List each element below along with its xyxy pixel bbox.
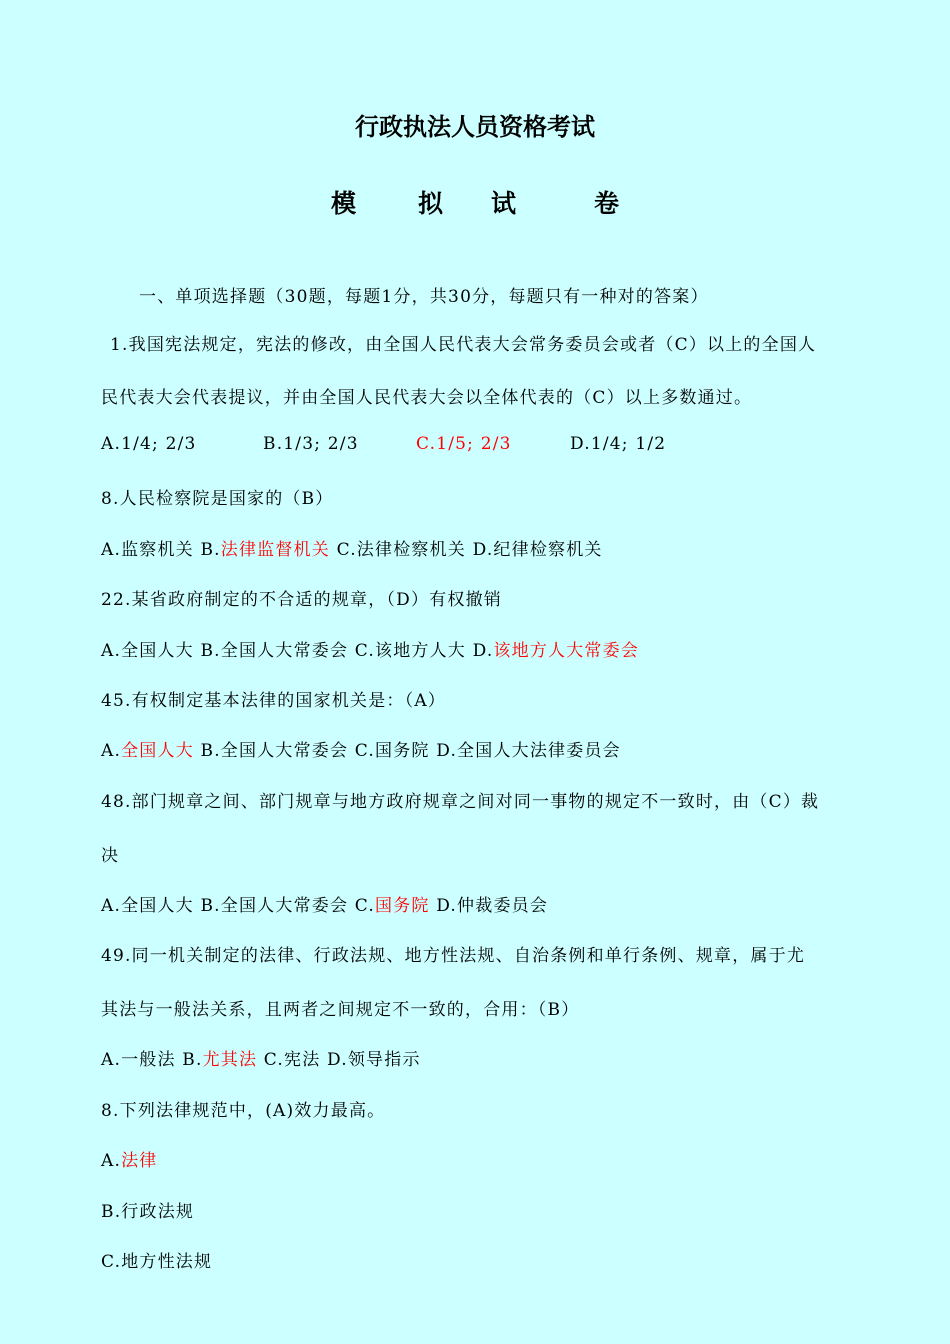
- q8-answer: 法律监督机关: [220, 540, 330, 560]
- q45-option-prefix: A.: [101, 741, 122, 761]
- q49-options-rest: C.宪法 D.领导指示: [257, 1050, 421, 1070]
- q8-option-b-prefix: B.: [200, 540, 221, 560]
- q8b-option-a-prefix: A.: [101, 1151, 122, 1171]
- subtitle-char-3: 试: [491, 189, 517, 218]
- subtitle-char-2: 拟: [417, 189, 443, 218]
- q48-answer: 国务院: [375, 896, 430, 916]
- q49-stem-line1: 49.同一机关制定的法律、行政法规、地方性法规、自治条例和单行条例、规章，属于尤: [101, 946, 806, 966]
- q48-stem-line1: 48.部门规章之间、部门规章与地方政府规章之间对同一事物的规定不一致时，由（C）裁: [101, 792, 820, 812]
- q8b-stem: 8.下列法律规范中，(A)效力最高。: [101, 1101, 386, 1121]
- q8b-option-c: C.地方性法规: [101, 1252, 213, 1272]
- q45-answer: 全国人大: [121, 741, 194, 761]
- q48-options-rest: D.仲裁委员会: [429, 896, 549, 916]
- q45-options: [101, 736, 621, 761]
- q8-option-a: A.监察机关: [101, 540, 201, 560]
- q45-stem: 45.有权制定基本法律的国家机关是：（A）: [101, 691, 447, 711]
- q49-stem-line2: 其法与一般法关系，且两者之间规定不一致的，合用：（B）: [101, 1000, 580, 1020]
- q1-options: [101, 434, 666, 454]
- q48-options: [101, 891, 548, 916]
- q1-option-a: A.1/4; 2/3: [101, 434, 197, 454]
- q1-stem-line2: 民代表大会代表提议，并由全国人民代表大会以全体代表的（C）以上多数通过。: [101, 388, 753, 408]
- q8-options: [101, 535, 603, 560]
- q1-option-b: B.1/3; 2/3: [263, 434, 359, 454]
- q49-options: [101, 1045, 421, 1070]
- q8b-answer: 法律: [121, 1151, 158, 1171]
- q1-stem-line1: 1.我国宪法规定，宪法的修改，由全国人民代表大会常务委员会或者（C）以上的全国人: [110, 335, 817, 355]
- q48-options-before: A.全国人大 B.全国人大常委会 C.: [101, 896, 375, 916]
- q49-options-before: A.一般法 B.: [101, 1050, 203, 1070]
- q8-stem: 8.人民检察院是国家的（B）: [101, 489, 334, 509]
- q22-stem: 22.某省政府制定的不合适的规章，（D）有权撤销: [101, 590, 502, 610]
- subtitle-char-4: 卷: [594, 189, 620, 218]
- q48-stem-line2: 决: [101, 846, 120, 866]
- q1-option-c-answer: C.1/5; 2/3: [416, 434, 512, 454]
- q22-options: [101, 636, 639, 661]
- q22-options-before: A.全国人大 B.全国人大常委会 C.该地方人大 D.: [101, 641, 494, 661]
- q8b-option-b: B.行政法规: [101, 1202, 195, 1222]
- q45-options-rest: B.全国人大常委会 C.国务院 D.全国人大法律委员会: [193, 741, 621, 761]
- exam-subtitle: [0, 184, 950, 220]
- section-heading: 一、单项选择题（30题，每题1分，共30分，每题只有一种对的答案）: [139, 287, 709, 307]
- exam-title: 行政执法人员资格考试: [355, 113, 595, 141]
- q1-option-d: D.1/4; 1/2: [570, 434, 667, 454]
- q22-answer: 该地方人大常委会: [493, 641, 640, 661]
- q49-answer: 尤其法: [202, 1050, 258, 1070]
- q8-options-rest: C.法律检察机关 D.纪律检察机关: [329, 540, 603, 560]
- q8b-option-a: [101, 1146, 158, 1171]
- subtitle-char-1: 模: [330, 189, 356, 218]
